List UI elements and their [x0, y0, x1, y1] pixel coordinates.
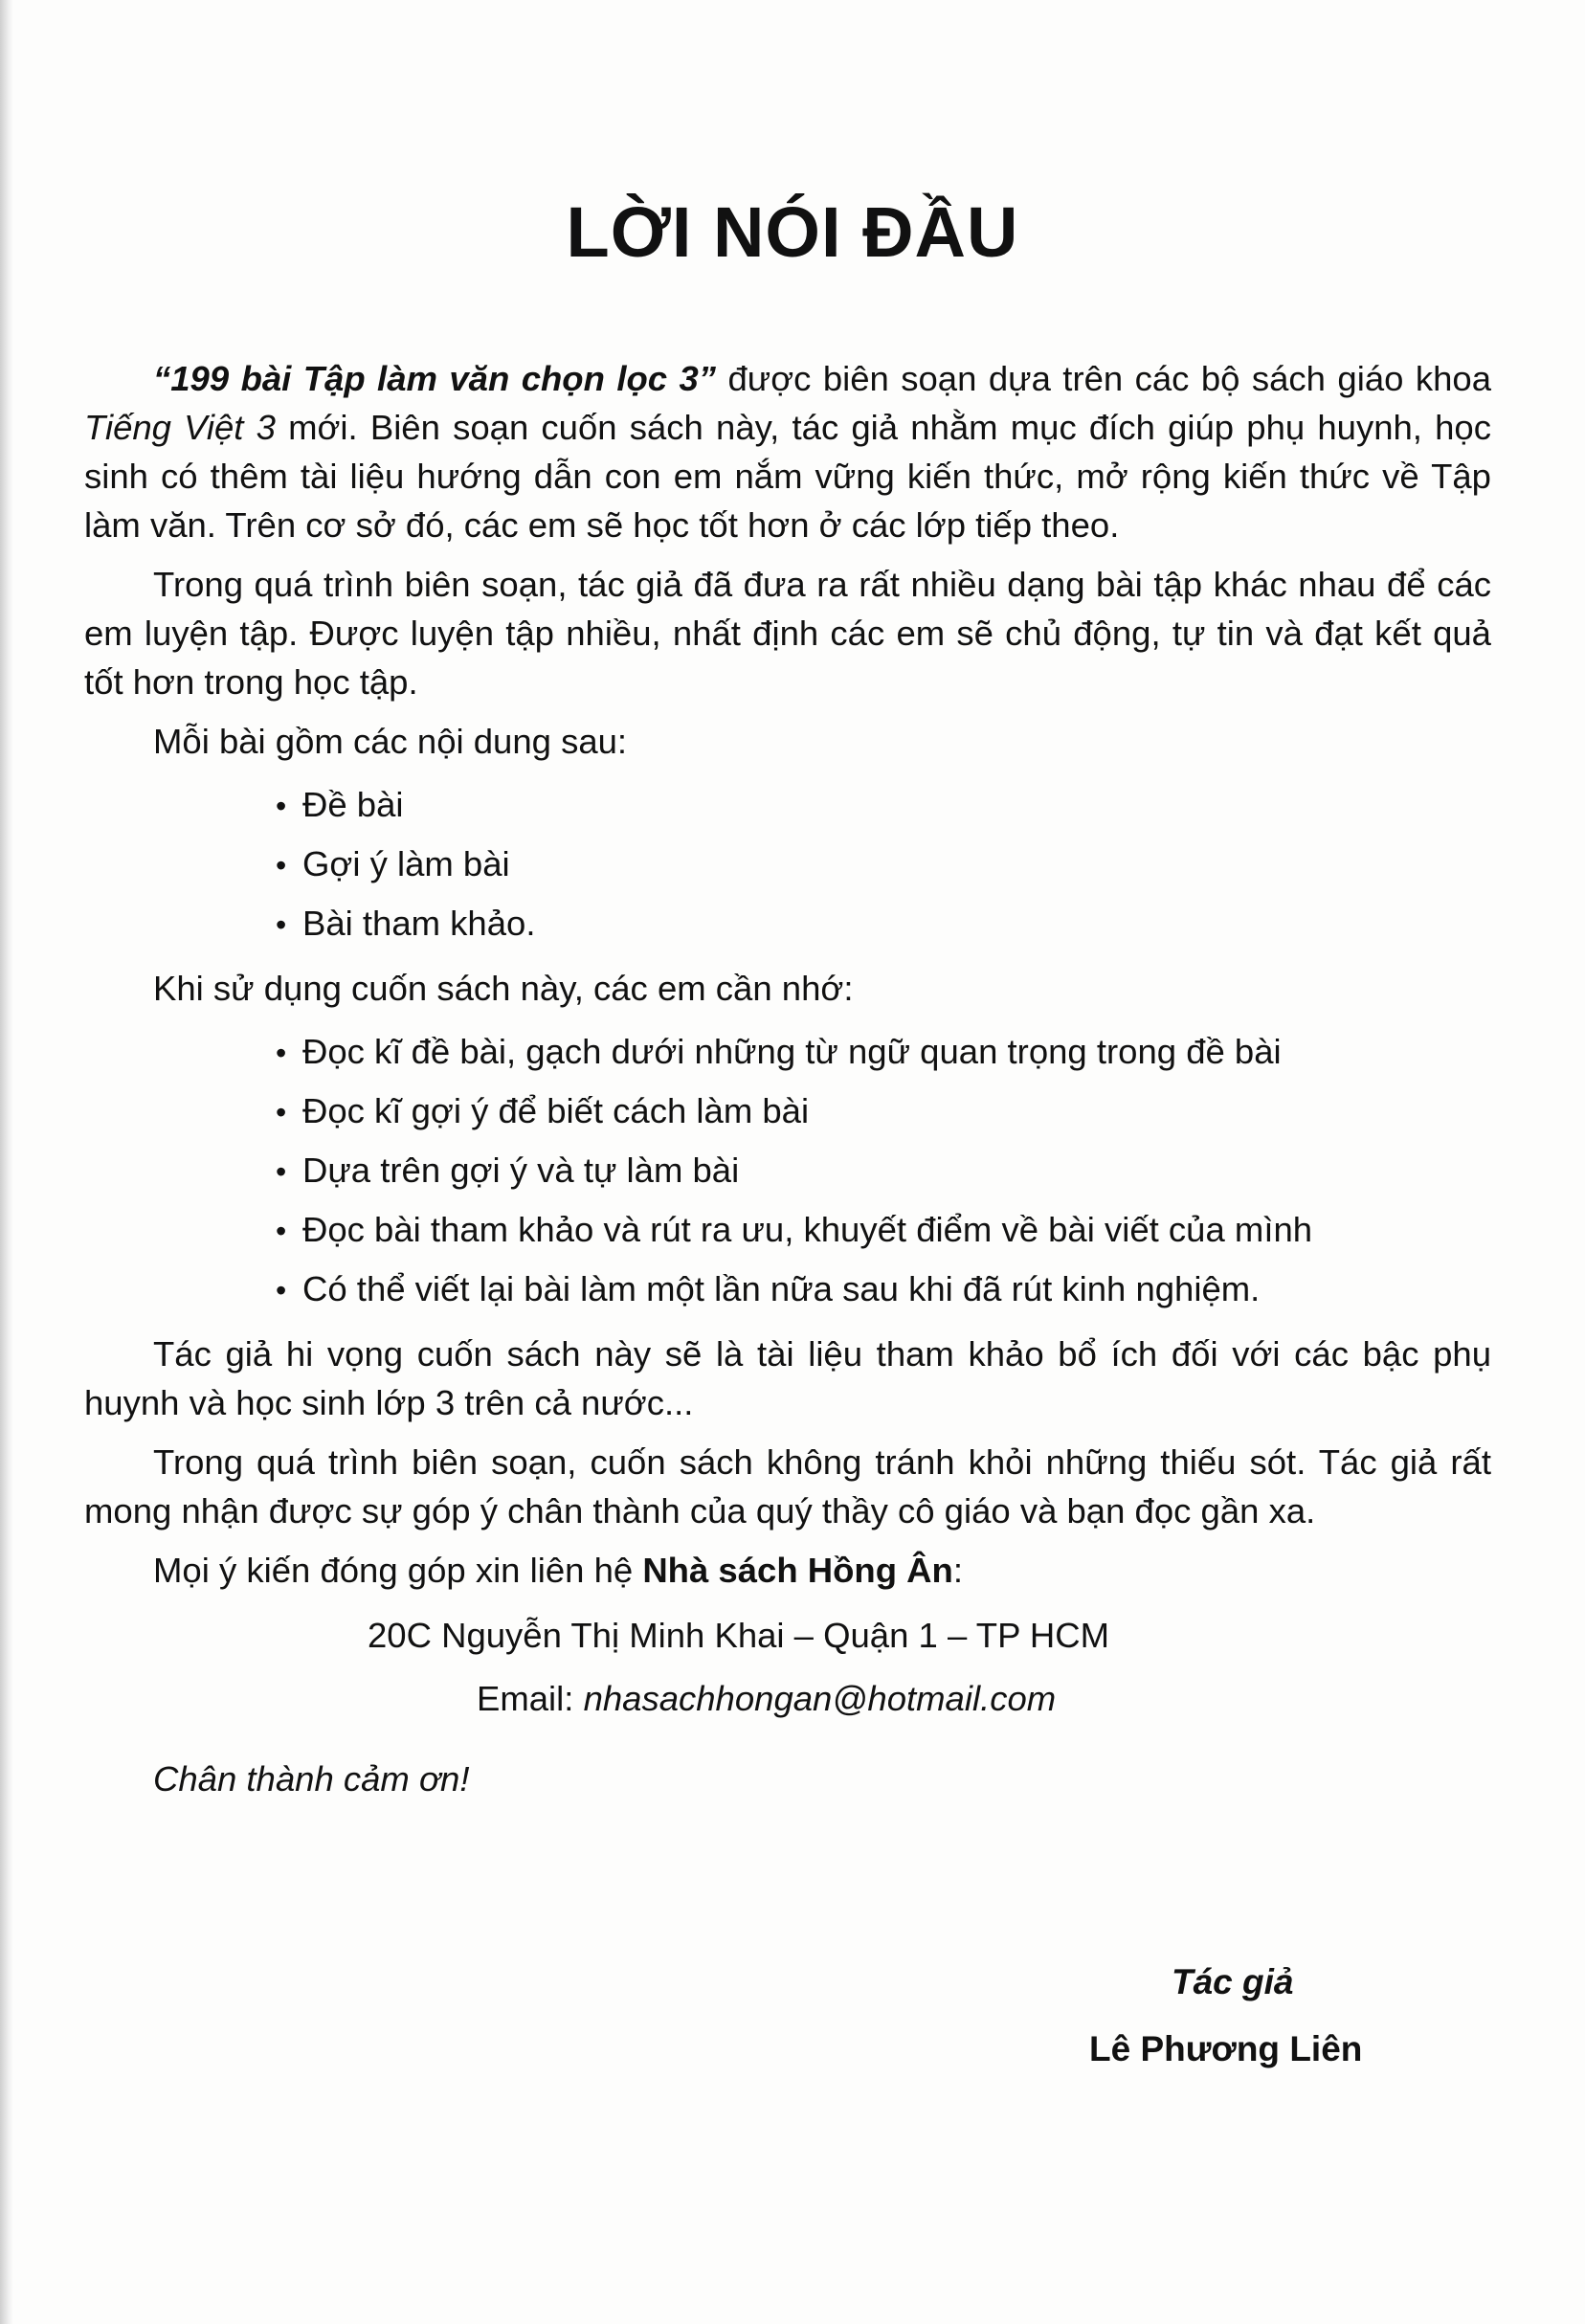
book-title: “199 bài Tập làm văn chọn lọc 3”	[153, 359, 717, 398]
hope-paragraph: Tác giả hi vọng cuốn sách này sẽ là tài liệu tham khảo bổ ích đối với các bậc phụ huynh và học sinh lớp 3 trên cả nước...	[84, 1334, 1491, 1422]
list-item: • Bài tham khảo.	[84, 894, 1491, 953]
contact-email-line	[84, 1667, 1491, 1731]
email-address: nhasachhongan@hotmail.com	[583, 1679, 1057, 1718]
list-item: • Có thể viết lại bài làm một lần nữa sau khi đã rút kinh nghiệm.	[84, 1260, 1491, 1319]
intro-text-2: mới. Biên soạn cuốn sách này, tác giả nhằm mục đích giúp phụ huynh, học sinh có thêm tài liệu hướng dẫn con em nắm vững kiến thức, mở rộng kiến thức về Tập làm văn. Trên cơ sở đó, các em sẽ học tốt hơn ở các lớp tiếp theo.	[84, 408, 1491, 545]
list-item: • Đề bài	[84, 775, 1491, 835]
intro-text-1: được biên soạn dựa trên các bộ sách giáo khoa	[716, 359, 1491, 398]
contents-list	[84, 775, 1491, 953]
page-edge-shadow	[0, 0, 13, 2324]
feedback-paragraph: Trong quá trình biên soạn, cuốn sách không tránh khỏi những thiếu sót. Tác giả rất mong nhận được sự góp ý chân thành của quý thầy cô giáo và bạn đọc gần xa.	[84, 1442, 1491, 1531]
email-label: Email:	[477, 1679, 584, 1718]
contact-lead-text: Mọi ý kiến đóng góp xin liên hệ	[153, 1551, 643, 1590]
usage-lead: Khi sử dụng cuốn sách này, các em cần nhớ:	[153, 969, 854, 1008]
contents-lead: Mỗi bài gồm các nội dung sau:	[153, 722, 628, 761]
list-item: • Đọc kĩ gợi ý để biết cách làm bài	[84, 1082, 1491, 1141]
contact-colon: :	[952, 1551, 963, 1590]
intro-paragraph	[84, 354, 1491, 549]
exercise-paragraph: Trong quá trình biên soạn, tác giả đã đưa ra rất nhiều dạng bài tập khác nhau để các em luyện tập. Được luyện tập nhiều, nhất định các em sẽ chủ động, tự tin và đạt kết quả tốt hơn trong học tập.	[84, 565, 1491, 702]
page-title: LỜI NÓI ĐẦU	[566, 192, 1019, 272]
signature-role: Tác giả	[1172, 1962, 1294, 2001]
preface-body	[84, 354, 1491, 1811]
series-name: Tiếng Việt 3	[84, 408, 276, 447]
list-item: • Đọc kĩ đề bài, gạch dưới những từ ngữ quan trọng trong đề bài	[84, 1022, 1491, 1082]
publisher-address: 20C Nguyễn Thị Minh Khai – Quận 1 – TP HCM	[368, 1616, 1110, 1655]
thanks-line: Chân thành cảm ơn!	[153, 1759, 470, 1799]
contact-lead	[84, 1546, 1491, 1595]
signature-name: Lê Phương Liên	[1089, 2029, 1363, 2068]
list-item: • Dựa trên gợi ý và tự làm bài	[84, 1141, 1491, 1200]
usage-list	[84, 1022, 1491, 1319]
list-item: • Đọc bài tham khảo và rút ra ưu, khuyết điểm về bài viết của mình	[84, 1200, 1491, 1260]
list-item: • Gợi ý làm bài	[84, 835, 1491, 894]
publisher-name: Nhà sách Hồng Ân	[642, 1551, 953, 1590]
